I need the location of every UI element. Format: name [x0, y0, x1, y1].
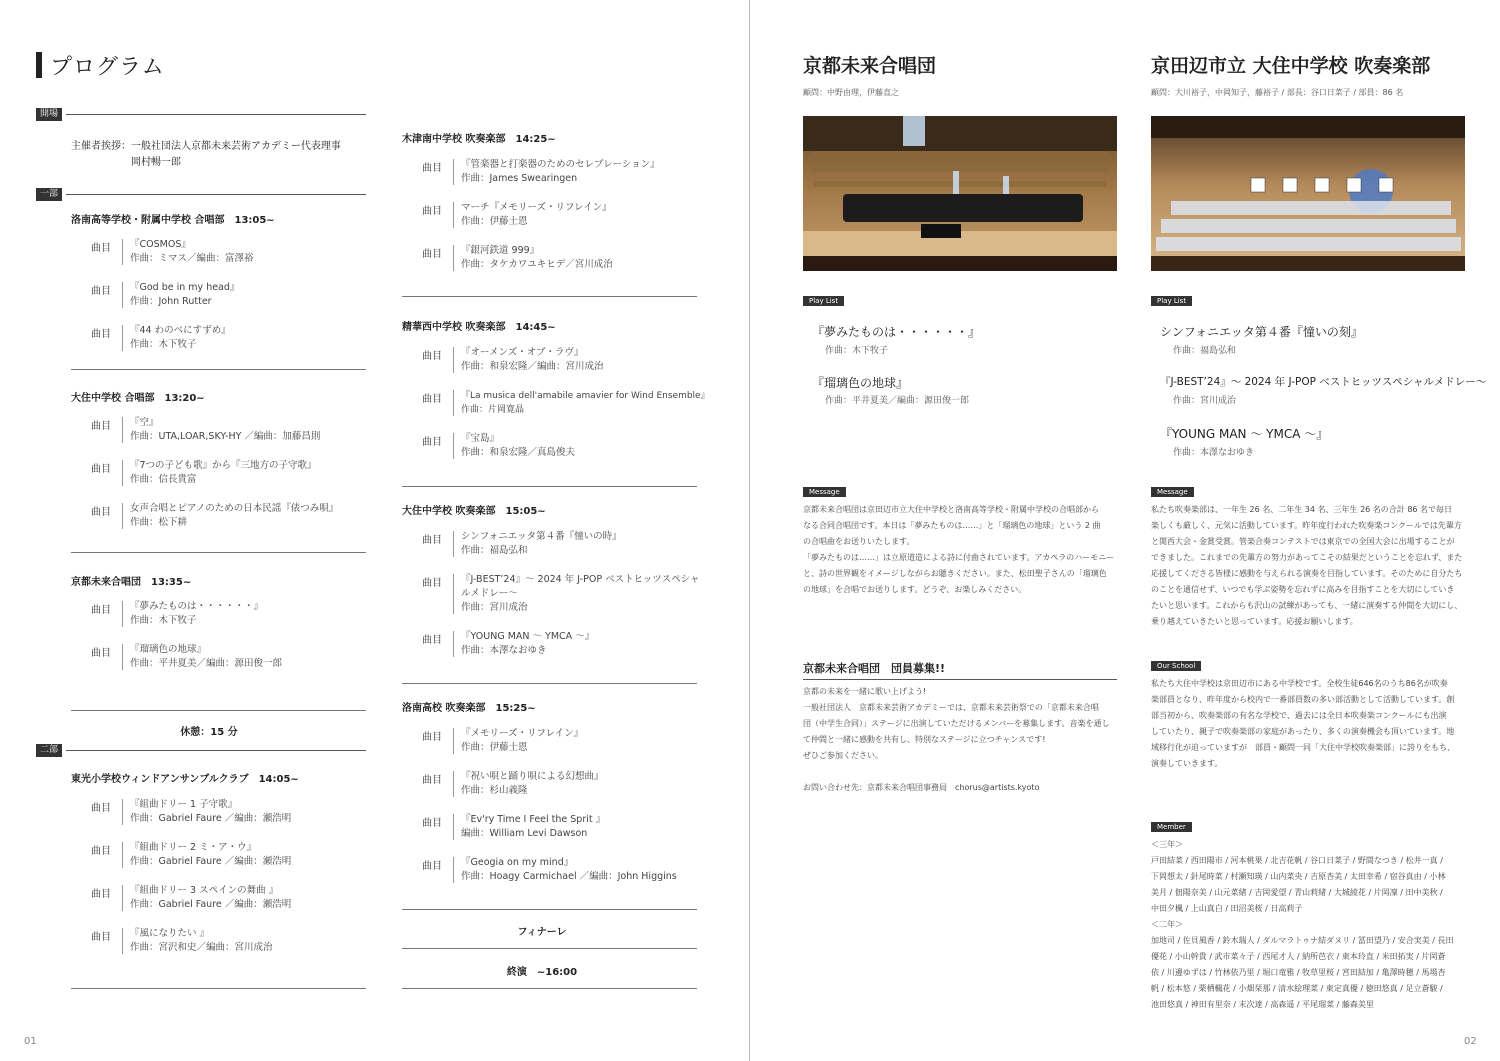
divider — [122, 503, 123, 529]
song-label: 曲目 — [91, 803, 111, 814]
song-entry: 『瑠璃色の地球』 作曲：平井夏美／編曲：源田俊一郎 — [130, 644, 283, 669]
divider — [453, 728, 454, 754]
section-title: 洛南高等学校・附属中学校 合唱部 13:05~ — [71, 215, 275, 226]
song-entry: 女声合唱とピアノのための日本民謡『俵つみ唄』 作曲：松下耕 — [130, 503, 339, 528]
song-entry: 『God be in my head』 作曲：John Rutter — [130, 282, 240, 307]
song-label: 曲目 — [91, 846, 111, 857]
choir-name: 京都未来合唱団 — [803, 55, 937, 77]
section-title: 木津南中学校 吹奏楽部 14:25~ — [402, 134, 556, 145]
divider — [453, 631, 454, 657]
finale: フィナーレ — [517, 927, 567, 938]
divider — [122, 928, 123, 954]
song-entry: 『組曲ドリー 3 スペインの舞曲 』 作曲：Gabriel Faure ／編曲：瀬浩明 — [130, 885, 292, 910]
song-label: 曲目 — [91, 889, 111, 900]
playlist-composer: 作曲：福島弘和 — [1173, 346, 1237, 356]
section-title: 大住中学校 合唱部 13:20~ — [71, 393, 205, 404]
song-entry: 『祝い唄と踊り唄による幻想曲』 作曲：杉山義隆 — [461, 771, 604, 796]
divider — [122, 460, 123, 486]
title-bar — [36, 52, 42, 78]
divider — [453, 347, 454, 373]
badge-playlist: Play List — [803, 296, 844, 306]
playlist-title: 『夢みたものは・・・・・・』 — [812, 325, 981, 339]
divider — [122, 885, 123, 911]
tag-line — [66, 194, 366, 195]
song-label: 曲目 — [422, 578, 442, 589]
divider — [453, 202, 454, 228]
song-label: 曲目 — [91, 243, 111, 254]
badge-message: Message — [803, 487, 846, 497]
recruit-title: 京都未来合唱団 団員募集!! — [803, 662, 946, 675]
divider — [122, 842, 123, 868]
song-label: 曲目 — [422, 861, 442, 872]
section-rule — [71, 552, 366, 553]
song-label: 曲目 — [422, 437, 442, 448]
song-entry: 『Ev'ry Time I Feel the Sprit 』 編曲：William Levi Dawson — [461, 814, 606, 839]
song-entry: 『空』 作曲：UTA,LOAR,SKY-HY ／編曲：加藤昌則 — [130, 417, 321, 442]
section-rule — [402, 988, 697, 989]
song-entry: 『YOUNG MAN ～ YMCA ～』 作曲：本澤なおゆき — [461, 631, 595, 656]
divider — [122, 601, 123, 627]
section-title: 東光小学校ウィンドアンサンブルクラブ 14:05~ — [71, 774, 299, 785]
song-entry: 『J-BEST’24』～ 2024 年 J-POP ベストヒッツスペシャ ルメドレー～ 作曲：宮川成治 — [461, 574, 700, 613]
divider — [453, 245, 454, 271]
choir-message: 京都未来合唱団は京田辺市立大住中学校と洛南高等学校・附属中学校の合唱部から なる合同合唱団です。本日は「夢みたものは……」と「瑠璃色の地球」という 2 曲 の合唱曲をお送りいたします。 「夢みたものは……」は立原道造による詩に付曲されています。アカペラのハーモニー と、詩の世界観をイメージしながらお聴きください。また、松田聖子さんの「瑠璃色 の地球」を合唱でお送りします。どうぞ、お楽しみください。 — [803, 505, 1115, 594]
song-entry: 『宝島』 作曲：和泉宏隆／真島俊夫 — [461, 433, 576, 458]
playlist-title: 『J-BEST’24』～ 2024 年 J-POP ベストヒッツスペシャルメドレー～ — [1160, 376, 1487, 388]
song-label: 曲目 — [422, 394, 442, 405]
divider — [122, 239, 123, 265]
song-label: 曲目 — [422, 775, 442, 786]
song-label: 曲目 — [91, 648, 111, 659]
band-name: 京田辺市立 大住中学校 吹奏楽部 — [1151, 55, 1431, 77]
section-title: 大住中学校 吹奏楽部 15:05~ — [402, 506, 546, 517]
band-message: 私たち吹奏楽部は、一年生 26 名、二年生 34 名、三年生 26 名の合計 86 名で毎日 楽しくも厳しく、元気に活動しています。昨年度行われた吹奏楽コンクールでは先輩方 と関西大会・金賞受賞。管楽合奏コンテストでは東京での全国大会に出場することが できました。これまでの先輩方の努力があってこその結果だということを忘れず、また 応援してくださる皆様に感動を与えられる演奏を目指しています。そのために自分たち のことを通信せず、いつでも学ぶ姿勢を忘れずに高みを目指すことを大切にしていき たいと思います。これからも沢山の試練があっても、一緒に演奏する仲間を大切にし、 乗り越えていきたいと思っています。応援お願いします。 — [1151, 505, 1463, 626]
band-advisor: 顧問：大川裕子，中岡知子，藤裕子 / 部長：谷口日菜子 / 部員：86 名 — [1151, 88, 1404, 97]
song-entry: 『風になりたい 』 作曲：宮沢和史／編曲：宮川成治 — [130, 928, 273, 953]
section-title: 洛南高校 吹奏楽部 15:25~ — [402, 703, 536, 714]
section-rule — [402, 296, 697, 297]
playlist-title: 『瑠璃色の地球』 — [812, 376, 909, 390]
section-rule — [71, 710, 366, 711]
song-label: 曲目 — [422, 249, 442, 260]
song-label: 曲目 — [91, 507, 111, 518]
tag-opening: 開場 — [36, 108, 62, 121]
member-list: ＜三年＞ 戸田結菜 / 西田陽市 / 河本桃果 / 北吉花帆 / 谷口日菜子 / 野間なつき / 松井一真 / 下岡想太 / 針尾時菜 / 村瀬知瑛 / 山内菜央 / 吉原杏美 / 太田幸希 / 宿谷真由 / 小林 美月 / 佃陽奈美 / 山元菜緒 / 吉岡愛望 / 青山莉緒 / 大城綾花 / 片岡凜 / 田中美秋 / 中田夕楓 / 上山真白 / 田沼美桜 / 日高莉子 ＜二年＞ 加地司 / 佐貝風香 / 鈴木瑞人 / ダルマラトゥナ結ダヌリ / 冨田望乃 / 安合実美 / 長田 優花 / 小山幹貴 / 武市菜々子 / 西尾才人 / 納所芭衣 / 東本玲直 / 米田拓実 / 片岡蒼 依 / 川邊ゆずは / 竹林依乃里 / 堀口竜雅 / 牧草里桜 / 宮田結加 / 亀澤時穂 / 馬場杏 帆 / 松本悠 / 栗栖楓花 / 小畑栞那 / 清水絵理菜 / 東定真優 / 徳田悠真 / 足立蒼駿 / 池田悠真 / 神田有里奈 / 末次達 / 高森遥 / 平尾瑠菜 / 藤森美里 — [1151, 840, 1454, 1009]
tag-part1: 一部 — [36, 188, 62, 201]
song-entry: 『銀河鉄道 999』 作曲：タケカワユキヒデ／宮川成治 — [461, 245, 613, 270]
song-entry: シンフォニエッタ第４番『憧いの時』 作曲：福島弘和 — [461, 531, 622, 556]
badge-message: Message — [1151, 487, 1194, 497]
song-entry: 『オーメンズ・オブ・ラヴ』 作曲：和泉宏隆／編曲：宮川成治 — [461, 347, 604, 372]
playlist-title: 『YOUNG MAN ～ YMCA ～』 — [1160, 427, 1329, 441]
contact-info: お問い合わせ先：京都未来合唱団事務局 chorus@artists.kyoto — [803, 783, 1040, 792]
choir-photo — [803, 116, 1117, 271]
divider — [453, 433, 454, 459]
page-spine — [749, 0, 750, 1061]
recruit-rule — [803, 679, 1117, 680]
song-label: 曲目 — [422, 818, 442, 829]
divider — [122, 282, 123, 308]
program-title — [36, 52, 165, 78]
song-label: 曲目 — [422, 535, 442, 546]
section-rule — [402, 486, 697, 487]
tag-part2: 二部 — [36, 744, 62, 757]
song-label: 曲目 — [422, 635, 442, 646]
divider — [122, 417, 123, 443]
song-label: 曲目 — [91, 932, 111, 943]
section-title: 精華西中学校 吹奏楽部 14:45~ — [402, 322, 556, 333]
badge-school: Our School — [1151, 661, 1201, 671]
host-line-1: 主催者挨拶：一般社団法人京都未来芸術アカデミー代表理事 — [71, 141, 341, 152]
host-greeting — [71, 139, 341, 171]
song-entry: 『夢みたものは・・・・・・』 作曲：木下牧子 — [130, 601, 264, 626]
song-entry: 『7つの子ども歌』から『三地方の子守歌』 作曲：信長貴富 — [130, 460, 317, 485]
song-label: 曲目 — [422, 163, 442, 174]
song-entry: 『組曲ドリー 2 ミ・ア・ウ』 作曲：Gabriel Faure ／編曲：瀬浩明 — [130, 842, 292, 867]
song-entry: 『La musica dell'amabile amavier for Wind Ensemble』 作曲：片岡寛晶 — [461, 391, 710, 415]
choir-advisor: 顧問：中野由理，伊藤直之 — [803, 88, 899, 97]
divider — [453, 159, 454, 185]
song-label: 曲目 — [91, 329, 111, 340]
divider — [453, 814, 454, 840]
divider — [453, 531, 454, 557]
section-title: 京都未来合唱団 13:35~ — [71, 577, 192, 588]
badge-playlist: Play List — [1151, 296, 1192, 306]
divider — [122, 799, 123, 825]
page-number: 01 — [24, 1036, 37, 1047]
program-title-text: プログラム — [50, 54, 165, 80]
song-entry: マーチ『メモリーズ・リフレイン』 作曲：伊藤士恩 — [461, 202, 612, 227]
song-entry: 『COSMOS』 作曲：ミマス／編曲：富澤裕 — [130, 239, 254, 264]
tag-line — [66, 750, 366, 751]
closing-time: 終演 ~16:00 — [506, 967, 578, 978]
song-label: 曲目 — [422, 732, 442, 743]
song-entry: 『メモリーズ・リフレイン』 作曲：伊藤士恩 — [461, 728, 584, 753]
choir-photo-image — [803, 116, 1117, 271]
playlist-composer: 作曲：平井夏美／編曲：源田俊一郎 — [825, 396, 970, 406]
divider — [453, 390, 454, 416]
school-info: 私たち大住中学校は京田辺市にある中学校です。全校生徒646名のうち86名が吹奏 楽部員となり、昨年度から校内で一番部員数の多い部活動として活動しています。創 部当初から、吹奏楽部の有名な学校で、過去には全日本吹奏楽コンクールにも出演 していたり、親子で吹奏楽部の家庭があったり、多くの演奏機会も頂いています。地 域移行化が迫っていますが 部員・顧問一同「大住中学校吹奏楽部」に誇りをもち、 演奏していきます。 — [1151, 679, 1455, 768]
badge-member: Member — [1151, 822, 1192, 832]
song-entry: 『管楽器と打楽器のためのセレブレーション』 作曲：James Swearingen — [461, 159, 660, 184]
song-label: 曲目 — [91, 286, 111, 297]
recruit-text: 京都の未来を一緒に歌い上げよう! 一般社団法人 京都未来芸術アカデミーでは、京都未来芸術祭での「京都未来合唱 団（中学生合同）」ステージに出演していただけるメンバーを募集します。音楽を通し て仲間と一緒に感動を共有し、特別なステージに立つチャンスです! ぜひご参加ください。 — [803, 687, 1110, 760]
song-label: 曲目 — [91, 421, 111, 432]
song-label: 曲目 — [91, 605, 111, 616]
song-label: 曲目 — [91, 464, 111, 475]
section-rule — [402, 683, 697, 684]
song-entry: 『Geogia on my mind』 作曲：Hoagy Carmichael ／編曲：John Higgins — [461, 857, 677, 882]
playlist-composer: 作曲：宮川成治 — [1173, 396, 1237, 406]
divider — [453, 771, 454, 797]
intermission: 休憩：15 分 — [180, 727, 238, 738]
divider — [122, 644, 123, 670]
divider — [453, 574, 454, 614]
song-label: 曲目 — [422, 351, 442, 362]
section-rule — [402, 909, 697, 910]
divider — [453, 857, 454, 883]
section-rule — [402, 948, 697, 949]
band-photo — [1151, 116, 1465, 271]
band-photo-image — [1151, 116, 1465, 271]
section-rule — [71, 369, 366, 370]
divider — [122, 325, 123, 351]
song-label: 曲目 — [422, 206, 442, 217]
playlist-composer: 作曲：本澤なおゆき — [1173, 448, 1255, 458]
page-number: 02 — [1464, 1036, 1477, 1047]
playlist-title: シンフォニエッタ第４番『憧いの刻』 — [1160, 325, 1363, 339]
section-rule — [71, 988, 366, 989]
playlist-composer: 作曲：木下牧子 — [825, 346, 889, 356]
host-line-2: 岡村暢一郎 — [131, 157, 181, 168]
tag-line — [66, 114, 366, 115]
song-entry: 『44 わのべにすずめ』 作曲：木下牧子 — [130, 325, 231, 350]
song-entry: 『組曲ドリー 1 子守歌』 作曲：Gabriel Faure ／編曲：瀬浩明 — [130, 799, 292, 824]
